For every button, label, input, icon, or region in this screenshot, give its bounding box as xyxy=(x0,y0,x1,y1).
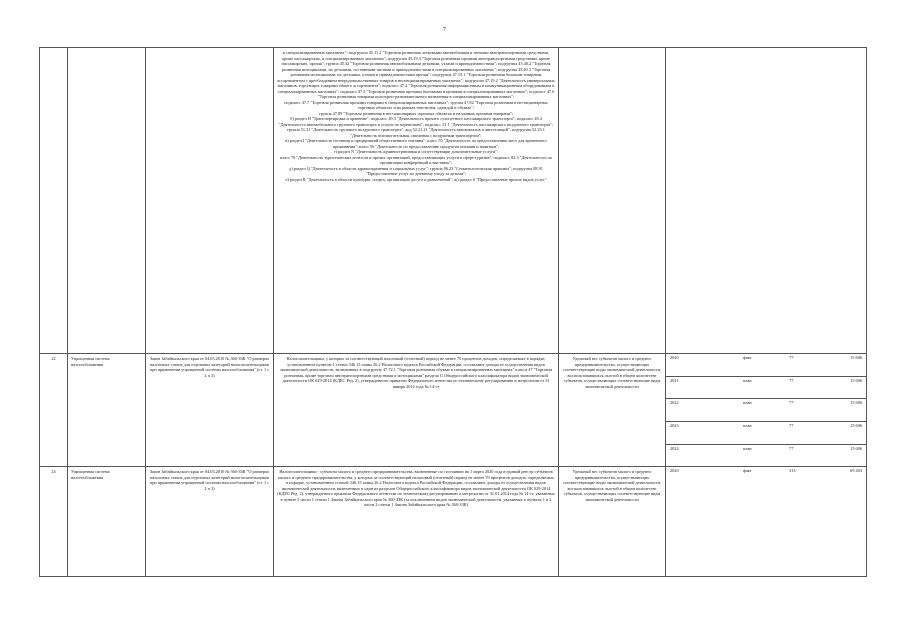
percent-value: 77 xyxy=(789,399,827,422)
year-values xyxy=(666,467,867,577)
year: 2020 xyxy=(666,354,743,376)
year: 2022 xyxy=(666,399,743,422)
count-value: 15 606 xyxy=(828,422,866,445)
cell-num xyxy=(40,48,68,354)
legal-basis: Закон Забайкальского края от 04.05.2010 № 360-ЗЗК "О размерах налоговых ставок для отдельных категорий налогоплательщиков при применении упрощенной системы налогообложения" (ст. 1 с 2 п 3) xyxy=(146,354,274,467)
cell-name xyxy=(68,48,146,354)
year-row xyxy=(666,422,866,445)
activity-paragraph: в) раздел I "Деятельность гостиниц и предприятий общественного питания": класс 55 "Деятельность по предоставлению мест для временного проживания"; класс 56 "Деятельность по предоставлению продуктов питания и напитков"; xyxy=(285,138,547,149)
value-type: факт xyxy=(743,354,789,376)
cell-criterion xyxy=(559,48,666,354)
percent-value: 77 xyxy=(789,445,794,451)
year: 2023 xyxy=(666,422,743,445)
activity-paragraph: д) раздел Q "Деятельность в области здравоохранения и социальных услуг": группа 86.23 "Стоматологическая практика"; подгруппа 88.91 "Предоставление услуг по дневному уходу за детьми"; xyxy=(289,165,543,176)
table-row-22 xyxy=(40,354,867,467)
year-row xyxy=(666,444,866,466)
percent-value: 77 xyxy=(789,422,827,445)
year-values xyxy=(666,354,867,467)
cell-activity-list xyxy=(274,48,559,354)
tax-regime-name: Упрощенная система налогообложения xyxy=(68,467,146,577)
activity-paragraph: класс 79 "Деятельность туристических агентств и прочих организаций, предоставляющих услуги в сфере туризма"; подкласс 82.3 "Деятельность по организации конференций и выставок"; xyxy=(280,154,552,165)
percent-value: 313 xyxy=(789,468,796,474)
year-row xyxy=(666,399,866,422)
value-type: план xyxy=(743,376,789,399)
activity-paragraph: г) раздел N "Деятельность административная и сопутствующие дополнительные услуги": xyxy=(333,149,499,154)
cell-years xyxy=(666,48,867,354)
row-number: 22 xyxy=(40,354,68,467)
activity-paragraph: б) раздел H "Транспортировка и хранение": подкласс 49.3 "Деятельность прочего сухопутного пассажирского транспорта"; подкласс 49.4 "Деятельность автомобильного грузового транспорта и услуги по перевозкам"; подкласс 51.1 "Деятельность пассажирского воздушного транспорта"; xyxy=(278,116,554,127)
efficiency-criterion: Удельный вес субъектов малого и среднего предпринимательства, осуществляющих соответствующие виды экономической деятельности, воспользовавшихся льготой в общем количестве субъектов, осуществляющих соответствующие виды экономической деятельности xyxy=(559,354,666,467)
activity-paragraph: в специализированных магазинах"; подгруппа 45.11.2 "Торговля розничная легковыми автомобилями и легкими автотранспортными средствами, кроме пассажирских, в специализированных магазинах"; подгруппа 45.19.3 "Торговля розничная прочими автотранспортными средствами, кроме пассажирских, прочая"; группа 45.32 "Торговля розничная автомобильными деталями, узлами и принадлежностями"; подгруппа 45.40.2 "Торговля розничная мотоциклами, их деталями, составными частями и принадлежностями в специализированных магазинах"; подгруппа 45.40.3 "Торговля розничная мотоциклами, их деталями, узлами и принадлежностями прочая"; подгруппа 47.19.1 "Торговля розничная большим товарным ассортиментом с преобладанием непродовольственных товаров в неспециализированных магазинах"; подгруппа 47.19.2 "Деятельность универсальных магазинов, торгующих товарами общего ассортимента"; подкласс 47.4 "Торговля розничная информационным и коммуникационным оборудованием в специализированных магазинах"; подкласс 47.5 "Торговля розничная прочими бытовыми изделиями в специализированных магазинах"; подкласс 47.6 "Торговля розничная товарами культурно-развлекательного назначения в специализированных магазинах"; xyxy=(277,50,555,99)
tax-benefits-table xyxy=(39,47,867,577)
activity-paragraph: группа 51.21 "Деятельность грузового воздушного транспорта"; код 52.21.21 "Деятельность автовокзалов и автостанций"; подгруппа 52.23.1 "Деятельность вспомогательная, связанная с воздушным транспортом"; xyxy=(287,127,545,138)
percent-value: 77 xyxy=(789,376,827,399)
year-row xyxy=(666,376,866,399)
value-type: план xyxy=(742,445,752,451)
value-type: факт xyxy=(742,468,752,474)
cell-law xyxy=(146,48,274,354)
benefit-conditions: Налогоплательщики, у которых за соответствующий налоговый (отчетный) период не менее 70 процентов доходов, определяемых в порядке, установленном пунктом 1 статьи 346.15 главы 26.2 Налогового кодекса Российской Федерации, составляют доходы от осуществления видов экономической деятельности, включенных в подгруппу 47.72.1 "Торговля розничная обувью в специализированных магазинах" класса 47 "Торговля розничная, кроме торговли автотранспортными средствами и мотоциклами" раздела G Общероссийского классификатора видов экономической деятельности ОК 029-2014 (КДЕС Ред. 2), утвержденного приказом Федерального агентства по техническому регулированию и метрологии от 31 января 2014 года № 14-ст xyxy=(274,354,559,467)
value-type: план xyxy=(743,422,789,445)
count-value: 15 606 xyxy=(828,376,866,399)
year-row xyxy=(666,467,866,489)
year-values-table xyxy=(666,354,866,466)
benefit-conditions: Налогоплательщики - субъекты малого и среднего предпринимательства, включенные по состоянию на 1 марта 2020 года в единый реестр субъектов малого и среднего предпринимательства, у которых за соответствующий налоговый (отчетный) период не менее 70 процентов доходов, определяемых в порядке, установленном статьей 346.15 главы 26.2 Налогового кодекса Российской Федерации, составляют доходы от осуществления видов экономической деятельности, включенных в один из разделов Общероссийского классификатора видов экономической деятельности ОК 029-2014 (КДЕС Ред. 2), утвержденного приказом Федерального агентства по техническому регулированию и метрологии от 31.01.2014 года № 14-ст, указанных в пункте 5 части 1 статьи 1 Закона Забайкальского края № 360-ЗЗК (за исключением видов экономической деятельности, указанных в пунктах 1 и 2 части 2 статьи 1 Закона Забайкальского края № 360-ЗЗК) xyxy=(274,467,559,577)
year: 2021 xyxy=(666,376,743,399)
activity-paragraph: подкласс 47.7 "Торговля розничная прочими товарами в специализированных магазинах"; группа 47.82 "Торговля розничная в нестационарных торговых объектах и на рынках текстилем, одеждой и обувью"; xyxy=(284,99,548,110)
year: 2020 xyxy=(670,468,679,474)
row-number: 23 xyxy=(40,467,68,577)
count-value: 15 606 xyxy=(828,399,866,422)
table-row-continuation xyxy=(40,48,867,354)
percent-value: 77 xyxy=(789,354,827,376)
efficiency-criterion: Удельный вес субъектов малого и среднего предпринимательства, осуществляющих соответствующие виды экономической деятельности, воспользовавшихся льготой в общем количестве субъектов, осуществляющих соответствующие виды экономической деятельности xyxy=(559,467,666,577)
year: 2024 xyxy=(670,445,679,451)
activity-paragraph: е) раздел R "Деятельность в области культуры, спорта, организации досуга и развлечений"; ж) раздел S "Предоставление прочих видов услуг" xyxy=(285,176,547,182)
legal-basis: Закон Забайкальского края от 04.05.2010 № 360-ЗЗК "О размерах налоговых ставок для отдельных категорий налогоплательщиков при применении упрощенной системы налогообложения" (ст. 1 с 2 п 3) xyxy=(146,467,274,577)
count-value: 15 606 xyxy=(828,354,866,376)
value-type: план xyxy=(743,399,789,422)
activity-paragraph: группа 47.89 "Торговля розничная в нестационарных торговых объектах и на рынках прочими товарами"; xyxy=(319,110,513,116)
count-value: 69 403 xyxy=(850,468,862,474)
count-value: 15 606 xyxy=(850,445,862,451)
table-row-23 xyxy=(40,467,867,577)
page-number: 7 xyxy=(443,27,446,33)
year-row xyxy=(666,354,866,376)
tax-regime-name: Упрощенная система налогообложения xyxy=(68,354,146,467)
year-values-table xyxy=(666,467,866,489)
